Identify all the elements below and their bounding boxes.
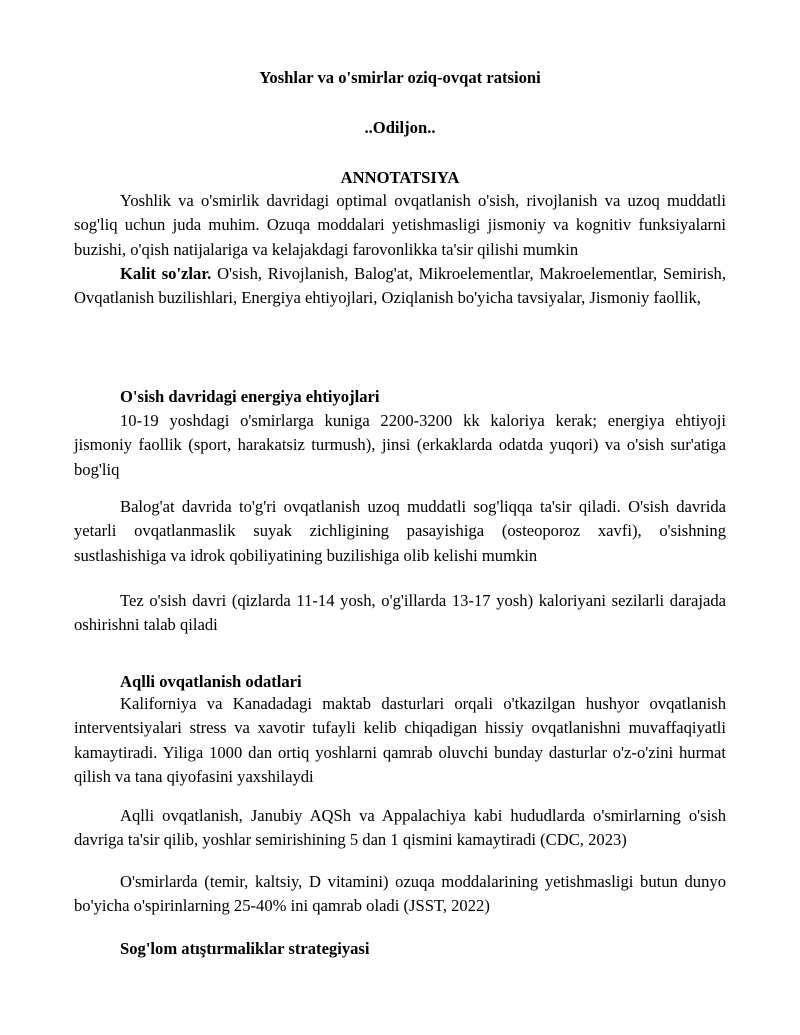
energy-paragraph-3: Tez o'sish davri (qizlarda 11-14 yosh, o'g'illarda 13-17 yosh) kaloriyani sezilarli darajada oshirishni talab qiladi <box>74 591 726 635</box>
keywords-label: Kalit so'zlar. <box>120 264 212 283</box>
document-title: Yoshlar va o'smirlar oziq-ovqat ratsioni <box>259 68 541 87</box>
annotation-heading: ANNOTATSIYA <box>340 168 460 187</box>
section-heading-snacks: Sog'lom atıştırmaliklar strategiyasi <box>120 939 370 958</box>
keywords-paragraph <box>74 262 726 311</box>
mindful-paragraph-2: Aqlli ovqatlanish, Janubiy AQSh va Appalachiya kabi hududlarda o'smirlarning o'sish davriga ta'sir qilib, yoshlar semirishining 5 dan 1 qismini kamaytiradi (CDC, 2023) <box>74 806 726 850</box>
keywords-text: O'sish, Rivojlanish, Balog'at, Mikroelementlar, Makroelementlar, Semirish, Ovqatlanish buzilishlari, Energiya ehtiyojlari, Oziqlanish bo'yicha tavsiyalar, Jismoniy faollik, <box>74 264 727 308</box>
energy-paragraph-2: Balog'at davrida to'g'ri ovqatlanish uzoq muddatli sog'liqqa ta'sir qiladi. O'sish davrida yetarli ovqatlanmaslik suyak zichligining pasayishiga (osteoporoz xavfi), o'sishning sustlashishiga va idrok qobiliyatining buzilishiga olib kelishi mumkin <box>74 497 726 565</box>
energy-paragraph-1: 10-19 yoshdagi o'smirlarga kuniga 2200-3200 kk kaloriya kerak; energiya ehtiyoji jismoniy faollik (sport, harakatsiz turmush), jinsi (erkaklarda odatda yuqori) va o'sish sur'atiga bog'liq <box>74 411 726 479</box>
annotation-paragraph: Yoshlik va o'smirlik davridagi optimal ovqatlanish o'sish, rivojlanish va uzoq muddatli sog'liq uchun juda muhim. Ozuqa moddalari yetishmasligi jismoniy va kognitiv funksiyalarni buzishi, o'qish natijalariga va kelajakdagi farovonlikka ta'sir qilishi mumkin <box>74 191 726 259</box>
section-heading-energy: O'sish davridagi energiya ehtiyojlari <box>120 387 380 406</box>
mindful-paragraph-1: Kaliforniya va Kanadadagi maktab dasturlari orqali o'tkazilgan hushyor ovqatlanish interventsiyalari stress va xavotir tufayli kelib chiqadigan hissiy ovqatlanishni muvaffaqiyatli kamaytiradi. Yiliga 1000 dan ortiq yoshlarni qamrab oluvchi bunday dasturlar o'z-o'zini hurmat qilish va tana qiyofasini yaxshilaydi <box>74 694 726 787</box>
mindful-paragraph-3: O'smirlarda (temir, kaltsiy, D vitamini) ozuqa moddalarining yetishmasligi butun dunyo bo'yicha o'spirinlarning 25-40% ini qamrab oladi (JSST, 2022) <box>74 872 726 916</box>
section-heading-mindful: Aqlli ovqatlanish odatlari <box>120 672 302 691</box>
document-author: ..Odiljon.. <box>364 118 436 137</box>
